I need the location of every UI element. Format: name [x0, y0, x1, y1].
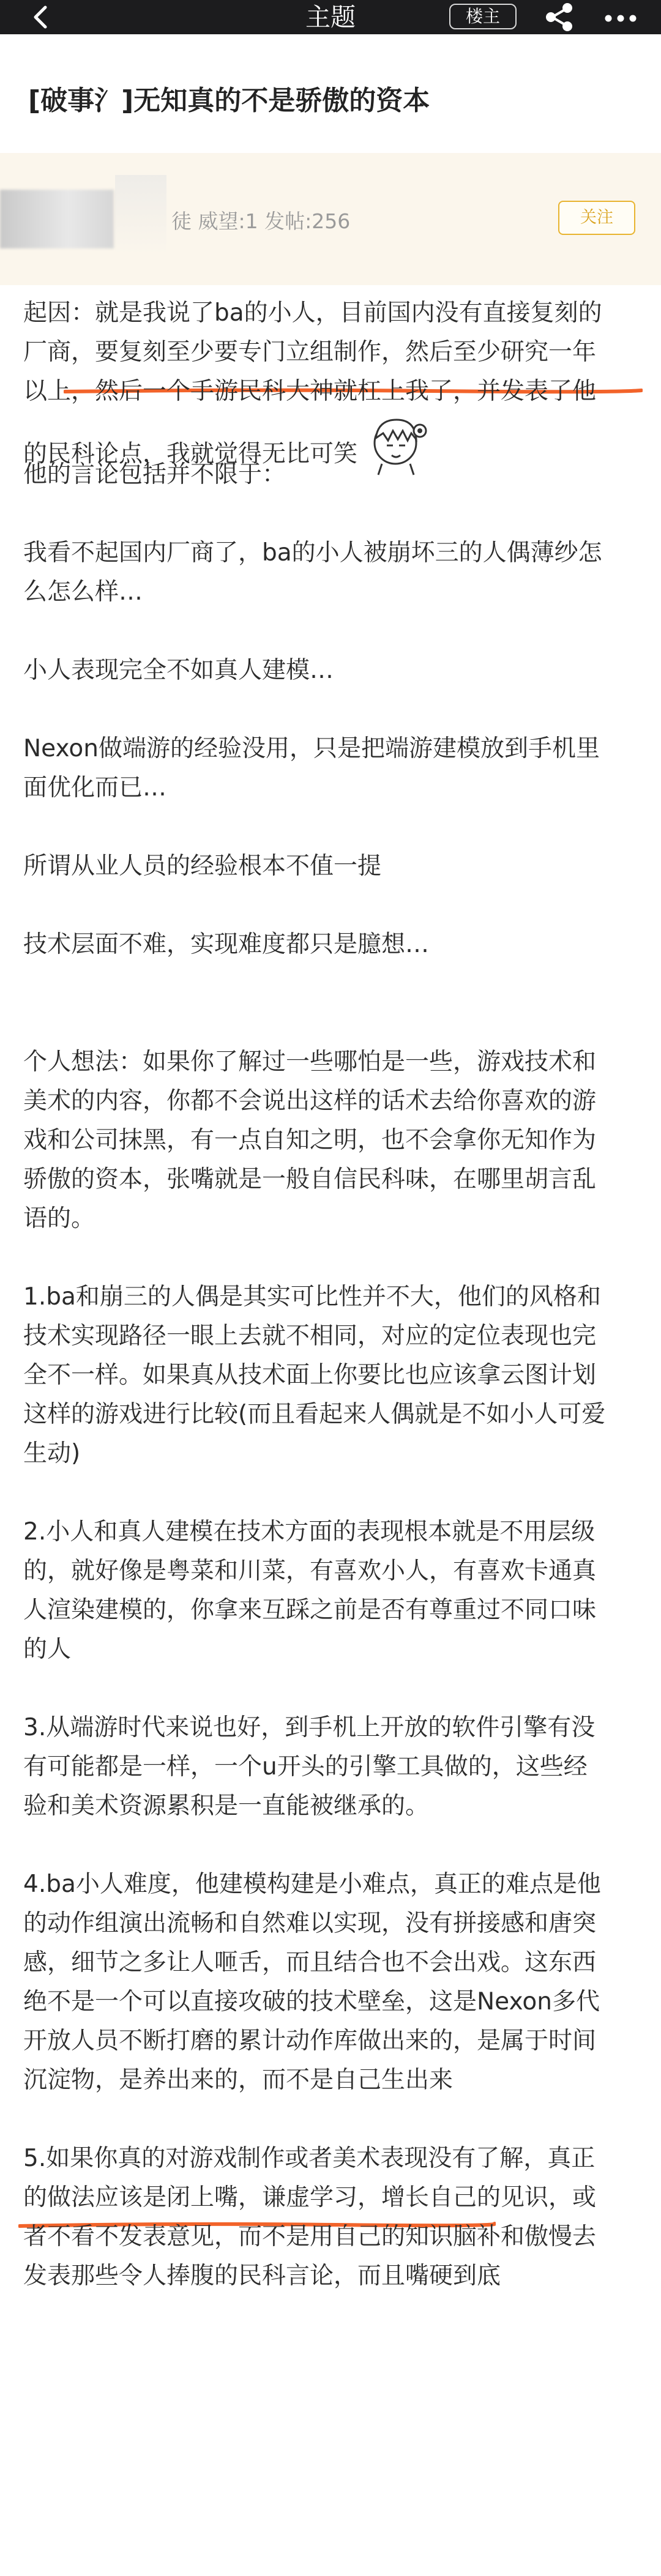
- paragraph-line: 他的言论包括并不限于：: [23, 461, 286, 488]
- paragraph-line: 技术实现路径一眼上去就不相同，对应的定位表现也完: [23, 1322, 597, 1350]
- paragraph-line: 者不看不发表意见，而不是用自己的知识脑补和傲慢去: [23, 2223, 597, 2250]
- paragraph-line: 戏和公司抹黑，有一点自知之明，也不会拿你无知作为: [23, 1126, 597, 1154]
- paragraph-line: 以上，然后一个手游民科大神就杠上我了，并发表了他: [23, 378, 597, 405]
- paragraph-line: 发表那些令人捧腹的民科言论，而且嘴硬到底: [23, 2262, 501, 2290]
- paragraph-line: 我看不起国内厂商了，ba的小人被崩坏三的人偶薄纱怎: [23, 539, 602, 567]
- paragraph-line: 全不一样。如果真从技术面上你要比也应该拿云图计划: [23, 1361, 597, 1389]
- paragraph-line: 开放人员不断打磨的累计动作库做出来的，是属于时间: [23, 2027, 597, 2055]
- paragraph-line: 厂商，要复刻至少要专门立组制作，然后至少研究一年: [23, 338, 597, 366]
- author-stats: 徒 威望:1 发帖:256: [171, 209, 351, 233]
- paragraph-line: 美术的内容，你都不会说出这样的话术去给你喜欢的游: [23, 1087, 597, 1115]
- paragraph-line: 沉淀物，是养出来的，而不是自己生出来: [23, 2066, 454, 2094]
- follow-button[interactable]: 关注: [558, 201, 635, 235]
- avatar[interactable]: [0, 190, 114, 248]
- paragraph-line: 绝不是一个可以直接攻破的技术壁垒，这是Nexon多代: [23, 1988, 600, 2016]
- avatar-blur-overlay: [115, 175, 166, 255]
- paragraph-line: 人渲染建模的，你拿来互踩之前是否有尊重过不同口味: [23, 1596, 597, 1624]
- top-navigation-bar: [0, 0, 661, 34]
- paragraph-line: 生动): [23, 1440, 81, 1467]
- paragraph-line: 小人表现完全不如真人建模…: [23, 657, 334, 684]
- paragraph-text: 的民科论点，我就觉得无比可笑: [23, 440, 358, 468]
- op-only-toggle[interactable]: 楼主: [449, 4, 517, 29]
- author-info-bar: [0, 153, 661, 285]
- paragraph-line: 的，就好像是粤菜和川菜，有喜欢小人，有喜欢卡通真: [23, 1557, 597, 1585]
- paragraph-line: 的人: [23, 1636, 72, 1663]
- paragraph-line: 的做法应该是闭上嘴，谦虚学习，增长自己的见识，或: [23, 2184, 597, 2211]
- paragraph-line: Nexon做端游的经验没用，只是把端游建模放到手机里: [23, 735, 600, 762]
- paragraph-line: 语的。: [23, 1205, 95, 1232]
- paragraph-line: 技术层面不难，实现难度都只是臆想…: [23, 931, 430, 958]
- paragraph-line: 5.如果你真的对游戏制作或者美术表现没有了解，真正: [23, 2145, 596, 2172]
- paragraph-line: 么怎么样…: [23, 578, 143, 606]
- paragraph-line: 面优化而已…: [23, 774, 167, 802]
- paragraph-line: 的动作组演出流畅和自然难以实现，没有拼接感和唐突: [23, 1910, 597, 1937]
- post-content: [23, 294, 641, 2296]
- paragraph-line: 感，细节之多让人咂舌，而且结合也不会出戏。这东西: [23, 1949, 597, 1976]
- share-icon[interactable]: [543, 2, 575, 32]
- paragraph-line: 个人想法：如果你了解过一些哪怕是一些，游戏技术和: [23, 1048, 597, 1076]
- post-title: [破事氵]无知真的不是骄傲的资本: [28, 85, 430, 116]
- paragraph-line: 2.小人和真人建模在技术方面的表现根本就是不用层级: [23, 1518, 596, 1546]
- topbar-title: 主题: [305, 2, 356, 32]
- paragraph-line: 有可能都是一样，一个u开头的引擎工具做的，这些经: [23, 1753, 588, 1781]
- paragraph-line: 起因：就是我说了ba的小人，目前国内没有直接复刻的: [23, 299, 602, 327]
- paragraph-line: 3.从端游时代来说也好，到手机上开放的软件引擎有没: [23, 1714, 596, 1741]
- more-options-icon[interactable]: [602, 5, 639, 29]
- paragraph-line: 验和美术资源累积是一直能被继承的。: [23, 1792, 430, 1820]
- paragraph-line: 骄傲的资本，张嘴就是一般自信民科味，在哪里胡言乱: [23, 1166, 597, 1193]
- paragraph-line: 4.ba小人难度，他建模构建是小难点，真正的难点是他: [23, 1871, 601, 1898]
- cartoon-emoji-icon: [357, 406, 437, 480]
- paragraph-line: 1.ba和崩三的人偶是其实可比性并不大，他们的风格和: [23, 1283, 601, 1311]
- paragraph-line: 所谓从业人员的经验根本不值一提: [23, 852, 382, 880]
- paragraph-line: 这样的游戏进行比较(而且看起来人偶就是不如小人可爱: [23, 1401, 606, 1428]
